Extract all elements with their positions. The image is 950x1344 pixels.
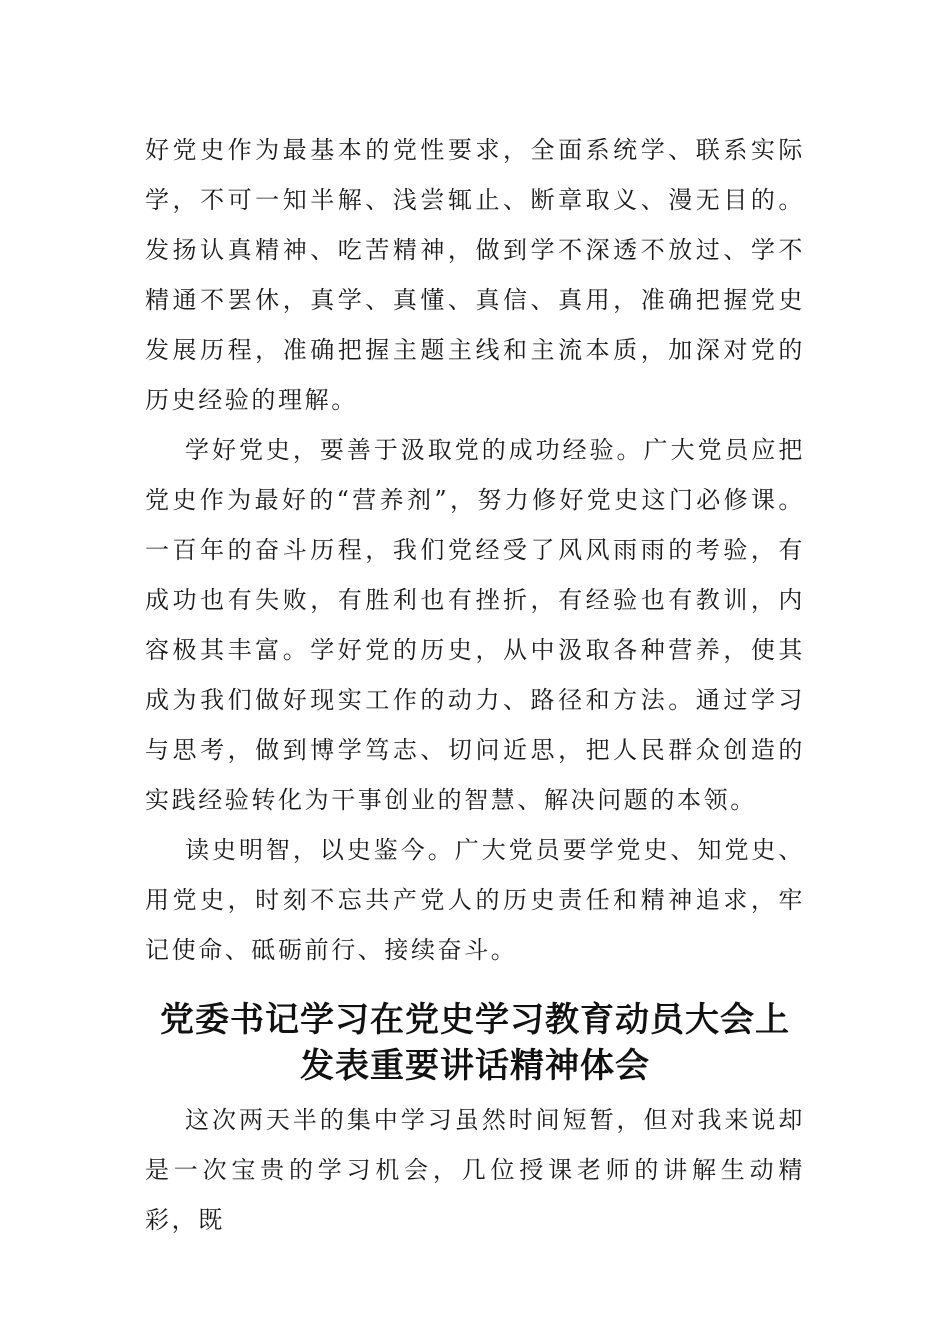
paragraph-party-history-experience: 学好党史，要善于汲取党的成功经验。广大党员应把党史作为最好的“营养剂”，努力修好党史这门必修课。一百年的奋斗历程，我们党经受了风风雨雨的考验，有成功也有失败，有胜利也有挫折，有经验也有教训，内容极其丰富。学好党的历史，从中汲取各种营养，使其成为我们做好现实工作的动力、路径和方法。通过学习与思考，做到博学笃志、切问近思，把人民群众创造的实践经验转化为干事创业的智慧、解决问题的本领。 xyxy=(145,436,805,814)
document-body xyxy=(145,125,805,1245)
section-title-line-1: 党委书记学习在党史学习教育动员大会上 xyxy=(160,1000,790,1040)
paragraph-study-reflection: 这次两天半的集中学习虽然时间短暂，但对我来说却是一次宝贵的学习机会，几位授课老师的讲解生动精彩，既 xyxy=(145,1106,805,1234)
section-title xyxy=(145,997,805,1089)
paragraph-continued: 好党史作为最基本的党性要求，全面系统学、联系实际学，不可一知半解、浅尝辄止、断章取义、漫无目的。发扬认真精神、吃苦精神，做到学不深透不放过、学不精通不罢休，真学、真懂、真信、真用，准确把握党史发展历程，准确把握主题主线和主流本质，加深对党的历史经验的理解。 xyxy=(145,136,805,414)
paragraph-learn-from-history: 读史明智，以史鉴今。广大党员要学党史、知党史、用党史，时刻不忘共产党人的历史责任和精神追求，牢记使命、砥砺前行、接续奋斗。 xyxy=(145,836,805,964)
section-title-line-2: 发表重要讲话精神体会 xyxy=(300,1046,650,1086)
